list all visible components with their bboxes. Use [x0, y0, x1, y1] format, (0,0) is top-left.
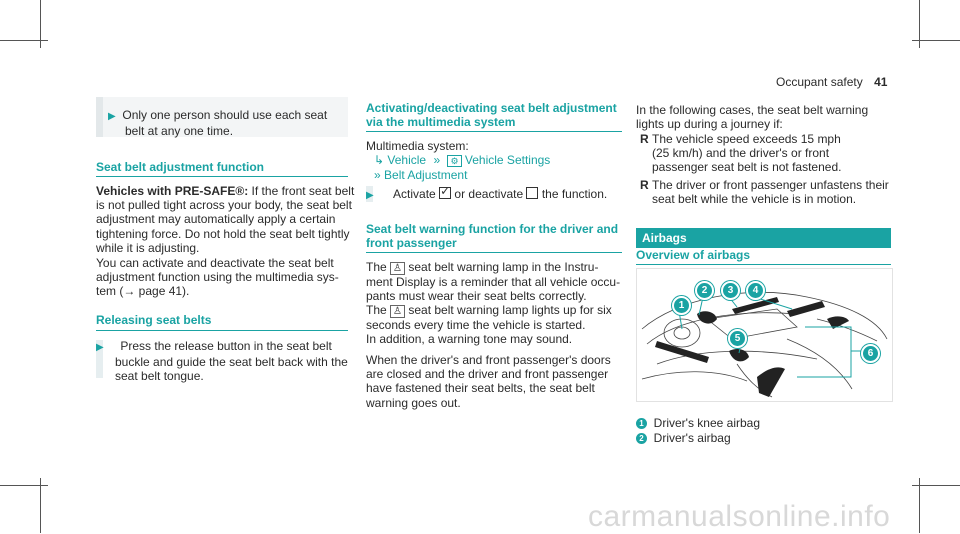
legend-number: 1	[636, 418, 647, 429]
heading-line: Activating/deactivating seat belt adjustment	[366, 101, 617, 115]
airbag-illustration	[636, 268, 893, 402]
paragraph-journey	[636, 103, 868, 131]
heading-seat-belt-adjustment: Seat belt adjustment function	[96, 160, 265, 174]
heading-warning-function	[366, 222, 618, 250]
text-line: passenger seat belt is not fastened.	[652, 160, 842, 175]
callout-5: 5	[728, 329, 747, 348]
text: the function.	[541, 187, 608, 201]
step-activate	[366, 187, 607, 203]
step-arrow-icon: ▶	[96, 342, 104, 353]
callout-1: 1	[672, 296, 691, 315]
settings-icon: ⚙	[447, 155, 461, 167]
note-line: belt at any one time.	[125, 124, 234, 139]
multimedia-label: Multimedia system:	[366, 139, 469, 153]
heading-line: Seat belt warning function for the driver and	[366, 222, 619, 236]
text-line: You can activate and deactivate the seat belt	[96, 256, 334, 270]
text-line: The driver or front passenger unfastens their	[652, 178, 889, 192]
seat-belt-lamp-icon: ♙	[390, 305, 405, 318]
legend-text: Driver's knee airbag	[653, 416, 761, 430]
text-line: (25 km/h) and the driver's or front	[652, 146, 830, 161]
crop-mark	[40, 0, 41, 48]
double-chevron-icon: »	[433, 153, 441, 168]
note-line: Only one person should use each seat	[122, 108, 328, 122]
text-line: while it is adjusting.	[96, 240, 200, 255]
pre-safe-label: Vehicles with PRE-SAFE®:	[96, 184, 249, 198]
callout-6: 6	[861, 344, 880, 363]
text-line: In the following cases, the seat belt warning	[636, 103, 869, 117]
text-line: adjustment function using the multimedia sys-	[96, 270, 339, 285]
nav-vehicle-settings[interactable]: Vehicle Settings	[464, 153, 551, 168]
bullet-marker: R	[640, 132, 649, 146]
multimedia-path	[366, 139, 550, 183]
text-line: If the front seat belt	[248, 184, 355, 198]
heading-rule	[636, 264, 891, 265]
nav-belt-adjustment[interactable]: Belt Adjustment	[384, 168, 468, 183]
airbags-banner	[636, 228, 891, 248]
text-line: When the driver's and front passenger's doors	[366, 353, 611, 367]
text-line: are closed and the driver and front passenger	[366, 367, 609, 382]
legend-item	[636, 431, 760, 445]
heading-rule	[366, 131, 622, 132]
bullet-marker: R	[640, 178, 649, 192]
running-header	[776, 75, 887, 89]
page-number: 41	[874, 75, 888, 89]
paragraph-activate	[96, 256, 356, 299]
text-line: have fastened their seat belts, the seat belt	[366, 381, 595, 396]
double-chevron-icon: »	[374, 168, 381, 183]
note-bar	[96, 97, 103, 137]
paragraph-pre-safe	[96, 184, 356, 255]
paragraph-warning-lamp	[366, 260, 620, 303]
checkbox-empty-icon	[526, 187, 538, 199]
text: seat belt warning lamp lights up for six	[408, 303, 612, 317]
legend-item	[636, 416, 760, 430]
heading-releasing-seat-belts: Releasing seat belts	[96, 313, 212, 327]
text-line: lights up during a journey if:	[636, 117, 783, 132]
paragraph-warning-tone: In addition, a warning tone may sound.	[366, 332, 573, 346]
text-line: Press the release button in the seat belt	[120, 339, 332, 353]
text: Activate	[393, 187, 436, 201]
heading-rule	[96, 176, 348, 177]
return-arrow-icon: ↳	[374, 153, 385, 168]
nav-vehicle[interactable]: Vehicle	[387, 153, 427, 168]
callout-3: 3	[721, 281, 740, 300]
text: The	[366, 303, 387, 317]
watermark: carmanualsonline.info	[588, 500, 891, 533]
text-line: seat belt tongue.	[115, 369, 204, 384]
bullet-item	[640, 132, 841, 175]
text-line: The vehicle speed exceeds 15 mph	[652, 132, 841, 146]
heading-overview-airbags: Overview of airbags	[636, 248, 751, 262]
paragraph-lamp-six-seconds	[366, 303, 612, 332]
text-line: buckle and guide the seat belt back with the	[115, 355, 348, 370]
text-line: seat belt while the vehicle is in motion.	[652, 192, 857, 207]
airbag-legend	[636, 416, 760, 445]
step-arrow-icon: ▶	[366, 190, 374, 201]
text: or deactivate	[454, 187, 524, 201]
page-reference-link[interactable]: tem (→ page 41).	[96, 284, 190, 299]
callout-4: 4	[746, 281, 765, 300]
text-line: pants must wear their seat belts correctly.	[366, 289, 587, 304]
text: seat belt warning lamp in the Instru-	[408, 260, 599, 274]
text: The	[366, 260, 387, 274]
section-title: Occupant safety	[776, 75, 863, 89]
heading-activating	[366, 101, 617, 129]
text-line: seconds every time the vehicle is started.	[366, 318, 586, 332]
legend-text: Driver's airbag	[653, 431, 731, 446]
crop-mark	[919, 0, 920, 48]
legend-number: 2	[636, 433, 647, 444]
seat-belt-lamp-icon: ♙	[390, 262, 405, 275]
text-line: is not pulled tight across your body, the seat belt	[96, 198, 352, 213]
heading-line: via the multimedia system	[366, 115, 516, 129]
step-release	[96, 339, 348, 384]
heading-rule	[96, 330, 348, 331]
note-text	[108, 108, 327, 138]
bullet-item	[640, 178, 889, 206]
callout-2: 2	[695, 281, 714, 300]
heading-rule	[366, 252, 622, 253]
checkbox-checked-icon	[439, 187, 451, 199]
crop-mark	[40, 478, 41, 533]
text-line: adjustment may automatically apply a certain	[96, 212, 336, 227]
text-line: warning goes out.	[366, 395, 461, 410]
crop-mark	[919, 478, 920, 533]
text-line: ment Display is a reminder that all vehicle occu-	[366, 275, 621, 289]
heading-line: front passenger	[366, 236, 457, 250]
paragraph-doors	[366, 353, 611, 410]
step-arrow-icon: ▶	[108, 111, 116, 122]
text-line: tightening force. Do not hold the seat belt tightly	[96, 226, 350, 241]
banner-title: Airbags	[642, 231, 687, 245]
